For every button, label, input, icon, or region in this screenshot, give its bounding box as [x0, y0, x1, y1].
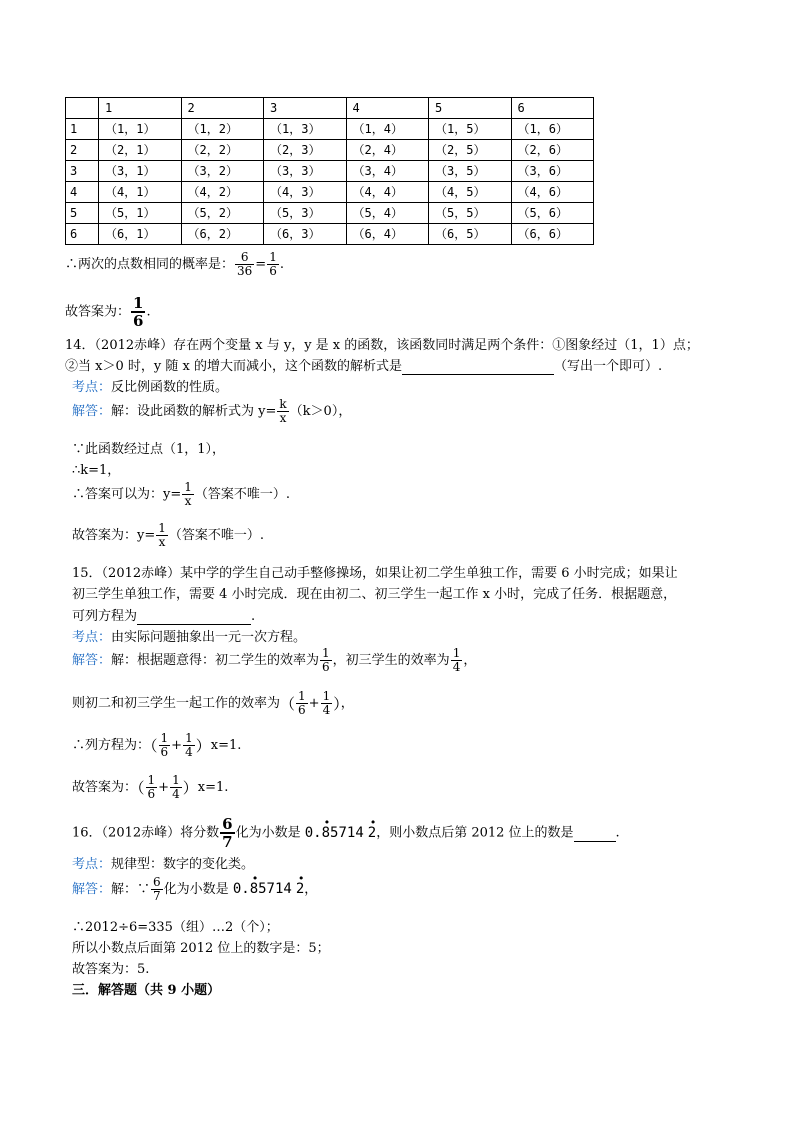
answer-blank	[137, 609, 251, 625]
right-paren: ）	[195, 737, 211, 755]
solution-text: 化为小数是	[163, 882, 229, 897]
fraction-1-6	[146, 774, 158, 801]
row-label-cell: 3	[66, 161, 99, 182]
repeating-decimal	[304, 815, 377, 841]
repeat-end-digit	[367, 815, 377, 841]
decimal-int: 0.	[232, 881, 250, 897]
table-cell: （6，1）	[99, 224, 182, 245]
q14-solution-1	[72, 398, 351, 425]
q14-solution-4	[72, 481, 290, 508]
kaodian-label: 考点：	[72, 630, 112, 645]
answer-text: x=1.	[197, 780, 229, 795]
right-paren: ）	[182, 779, 198, 797]
table-cell: （2，3）	[264, 140, 347, 161]
q15-answer	[72, 774, 228, 801]
q16-question	[72, 816, 620, 850]
digits: 5714	[258, 881, 292, 897]
repeat-start-digit	[321, 815, 331, 841]
q15-line3	[72, 605, 255, 625]
plus-sign: +	[158, 780, 170, 795]
table-cell: （2，5）	[429, 140, 512, 161]
answer-prefix: 故答案为：	[72, 780, 138, 795]
answer-fraction	[131, 295, 145, 329]
frac-num: 1	[184, 480, 192, 494]
frac-den: 4	[452, 660, 461, 674]
frac-num: 1	[147, 773, 156, 787]
digit: 2	[295, 881, 305, 897]
q15-solution-1	[72, 647, 476, 674]
solution-text: x=1.	[210, 738, 242, 753]
jieda-label: 解答：	[72, 404, 112, 419]
table-cell: （3，4）	[346, 161, 429, 182]
table-header-row	[66, 98, 594, 119]
q15-solution-3	[72, 732, 241, 759]
table-cell: （4，1）	[99, 182, 182, 203]
digit: 8	[321, 824, 331, 841]
table-cell: （1，2）	[181, 119, 264, 140]
fraction-6-7	[220, 816, 234, 850]
period: .	[251, 609, 256, 624]
table-cell: （1，3）	[264, 119, 347, 140]
table-row	[66, 224, 594, 245]
left-paren: （	[150, 737, 158, 755]
column-header-cell: 1	[99, 98, 182, 119]
table-cell: （3，6）	[511, 161, 594, 182]
answer-blank	[402, 359, 554, 375]
column-header-cell: 4	[346, 98, 429, 119]
frac-num: 1	[452, 646, 461, 660]
q14-solution-2: ∵此函数经过点（1，1），	[72, 442, 226, 457]
q13-probability-line	[65, 251, 284, 278]
jieda-label: 解答：	[72, 882, 112, 897]
kaodian-label: 考点：	[72, 857, 112, 872]
frac-den: 6	[269, 264, 277, 278]
answer-blank	[574, 826, 616, 842]
frac-den: 4	[172, 787, 180, 801]
q14-kaodian	[72, 376, 228, 395]
solution-text: （答案不唯一）.	[194, 487, 291, 502]
comma: ，	[463, 653, 477, 668]
q13-answer-line	[65, 295, 151, 329]
repeat-dot: •	[297, 872, 305, 885]
q15-kaodian	[72, 626, 306, 645]
frac-den: x	[279, 411, 287, 425]
column-header-cell: 5	[429, 98, 512, 119]
frac-num: 1	[322, 646, 330, 660]
q13-prob-prefix: ∴两次的点数相同的概率是：	[65, 257, 235, 272]
q15-line3-text: 可列方程为	[72, 609, 138, 624]
table-cell: （5，1）	[99, 203, 182, 224]
q16-text: 化为小数是	[235, 825, 301, 841]
q16-solution-3: 所以小数点后面第 2012 位上的数字是：5；	[72, 941, 330, 956]
fraction-1-6	[267, 251, 279, 278]
table-cell: （4，3）	[264, 182, 347, 203]
frac-num: k	[279, 397, 287, 411]
fraction-6-36	[235, 251, 254, 278]
equals-sign: =	[255, 257, 267, 272]
decimal-int: 0.	[304, 824, 322, 841]
period: .	[279, 257, 284, 272]
section-heading: 三．解答题（共 9 小题）	[72, 983, 221, 998]
table-cell: （2，2）	[181, 140, 264, 161]
outcome-table	[65, 97, 594, 245]
row-label-cell: 1	[66, 119, 99, 140]
row-label-cell: 5	[66, 203, 99, 224]
solution-text: 解：∵	[111, 882, 151, 897]
table-cell: （5，3）	[264, 203, 347, 224]
q14-line2-text: ②当 x＞0 时，y 随 x 的增大而减小，这个函数的解析式是	[65, 359, 402, 374]
table-row	[66, 140, 594, 161]
table-cell: （4，5）	[429, 182, 512, 203]
table-cell: （3，3）	[264, 161, 347, 182]
frac-num: 1	[172, 773, 180, 787]
fraction-1-x	[182, 481, 194, 508]
table-cell: （1，4）	[346, 119, 429, 140]
jieda-label: 解答：	[72, 653, 112, 668]
comma: ，	[304, 882, 318, 897]
column-header-cell: 2	[181, 98, 264, 119]
plus-sign: +	[308, 696, 320, 711]
left-paren: （	[137, 779, 145, 797]
answer-text: （答案不唯一）.	[168, 528, 265, 543]
table-cell: （6，3）	[264, 224, 347, 245]
solution-text: ∴答案可以为：y=	[72, 487, 182, 502]
table-row	[66, 161, 594, 182]
frac-den: x	[158, 535, 166, 549]
frac-den: 6	[322, 660, 330, 674]
table-cell: （3，5）	[429, 161, 512, 182]
solution-text: 解：设此函数的解析式为 y=	[111, 404, 277, 419]
table-cell: （2，6）	[511, 140, 594, 161]
solution-text: 解：根据题意得：初二学生的效率为	[111, 653, 320, 668]
frac-den: 4	[185, 745, 193, 759]
table-row	[66, 119, 594, 140]
fraction-1-4	[321, 690, 333, 717]
fraction-1-4	[183, 732, 195, 759]
answer-prefix: 故答案为：y=	[72, 528, 156, 543]
frac-den: 6	[298, 703, 306, 717]
row-label-cell: 2	[66, 140, 99, 161]
frac-den: 7	[153, 889, 161, 903]
table-cell: （6，6）	[511, 224, 594, 245]
fraction-1-6	[159, 732, 171, 759]
frac-num: 1	[133, 294, 144, 312]
fraction-1-6	[320, 647, 332, 674]
q14-line1: 14．（2012赤峰）存在两个变量 x 与 y，y 是 x 的函数，该函数同时满足两个条件：①图象经过（1，1）点；	[65, 338, 699, 353]
plus-sign: +	[171, 738, 183, 753]
q16-solution-1	[72, 872, 318, 903]
frac-num: 6	[153, 875, 161, 889]
frac-den: 36	[237, 264, 253, 278]
table-cell: （2，4）	[346, 140, 429, 161]
left-paren: （	[280, 695, 296, 713]
frac-den: 6	[160, 745, 169, 759]
table-row	[66, 182, 594, 203]
row-label-cell: 4	[66, 182, 99, 203]
table-cell: （4，2）	[181, 182, 264, 203]
row-label-cell: 6	[66, 224, 99, 245]
q16-kaodian	[72, 853, 254, 872]
q16-text: ，则小数点后第 2012 位上的数是	[376, 825, 574, 841]
frac-num: 1	[322, 689, 331, 703]
fraction-6-7	[151, 876, 163, 903]
solution-text: 则初二和初三学生一起工作的效率为	[72, 696, 281, 711]
digits: 5714	[330, 824, 364, 841]
digit: 8	[249, 881, 259, 897]
repeat-dot: •	[369, 815, 377, 829]
table-cell: （5，4）	[346, 203, 429, 224]
q16-text: 16．（2012赤峰）将分数	[72, 825, 220, 841]
kaodian-text: 规律型：数字的变化类。	[111, 857, 255, 872]
fraction-1-x	[156, 522, 168, 549]
digit: 2	[367, 824, 377, 841]
frac-num: 6	[222, 815, 233, 833]
kaodian-text: 反比例函数的性质。	[111, 380, 229, 395]
frac-den: 6	[147, 787, 156, 801]
frac-num: 1	[160, 731, 169, 745]
table-cell: （1，6）	[511, 119, 594, 140]
fraction-k-x	[277, 398, 288, 425]
repeat-dot: •	[251, 872, 259, 885]
kaodian-text: 由实际问题抽象出一元一次方程。	[111, 630, 307, 645]
frac-num: 1	[269, 250, 277, 264]
table-cell: （6，5）	[429, 224, 512, 245]
column-header-cell: 6	[511, 98, 594, 119]
repeating-decimal	[232, 872, 305, 897]
frac-num: 1	[298, 689, 306, 703]
answer-prefix: 故答案为：	[65, 304, 131, 320]
fraction-1-4	[170, 774, 182, 801]
table-cell: （1，1）	[99, 119, 182, 140]
table-cell: （4，6）	[511, 182, 594, 203]
frac-den: 6	[133, 312, 144, 330]
q14-line2-tail: （写出一个即可）.	[553, 359, 663, 374]
q14-solution-3: ∴k=1，	[72, 463, 121, 478]
repeat-end-digit	[295, 872, 305, 897]
q14-answer	[72, 522, 264, 549]
solution-text: （k＞0），	[289, 404, 352, 419]
period: .	[615, 825, 620, 841]
row-label-cell	[66, 98, 99, 119]
frac-num: 6	[235, 251, 254, 265]
table-row	[66, 203, 594, 224]
table-cell: （6，4）	[346, 224, 429, 245]
q15-solution-2	[72, 690, 354, 717]
fraction-1-6	[296, 690, 308, 717]
fraction-1-4	[451, 647, 463, 674]
q15-line2: 初三学生单独工作，需要 4 小时完成．现在由初二、初三学生一起工作 x 小时，完成了任务．根据题意，	[72, 587, 677, 602]
kaodian-label: 考点：	[72, 380, 112, 395]
table-cell: （4，4）	[346, 182, 429, 203]
table-cell: （1，5）	[429, 119, 512, 140]
q15-line1: 15．（2012赤峰）某中学的学生自己动手整修操场，如果让初二学生单独工作，需要 6 小时完成；如果让	[72, 566, 678, 581]
table-cell: （5，6）	[511, 203, 594, 224]
q16-solution-2: ∴2012÷6=335（组）…2（个）；	[72, 920, 279, 935]
repeat-start-digit	[249, 872, 259, 897]
table-cell: （3，1）	[99, 161, 182, 182]
solution-text: ∴列方程为：	[72, 738, 151, 753]
q14-line2	[65, 355, 662, 375]
q16-solution-4: 故答案为：5.	[72, 962, 150, 977]
period: .	[146, 304, 151, 320]
table-cell: （5，2）	[181, 203, 264, 224]
table-cell: （6，2）	[181, 224, 264, 245]
right-paren: ）	[333, 695, 341, 713]
frac-num: 1	[185, 731, 193, 745]
frac-num: 1	[158, 521, 166, 535]
frac-den: 7	[222, 833, 233, 851]
table-cell: （3，2）	[181, 161, 264, 182]
frac-den: x	[184, 494, 192, 508]
column-header-cell: 3	[264, 98, 347, 119]
table-cell: （5，5）	[429, 203, 512, 224]
comma: ，	[340, 696, 354, 711]
table-cell: （2，1）	[99, 140, 182, 161]
repeat-dot: •	[323, 815, 331, 829]
frac-den: 4	[322, 703, 331, 717]
solution-text: ，初三学生的效率为	[332, 653, 450, 668]
